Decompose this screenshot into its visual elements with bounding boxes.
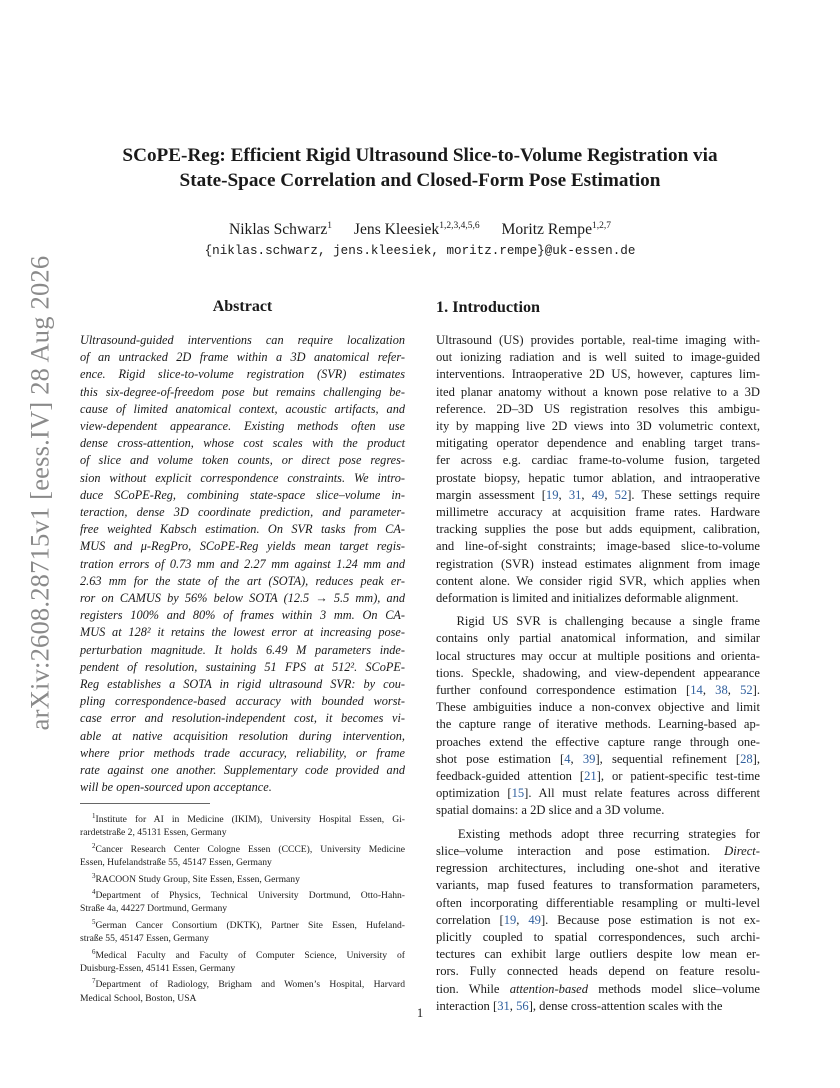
abstract-line: this six-degree-of-freedom pose but remains challenging be- <box>80 384 405 399</box>
abstract-line: Reg establishes a SOTA in rigid ultrasound SVR: by cou- <box>80 677 405 692</box>
affiliation-footnotes <box>80 810 405 1005</box>
paragraph-line: rors. Fully connected heads depend on feature resolu- <box>436 964 760 979</box>
abstract-line: MUS at 128² it retains the lowest error at increasing pose- <box>80 625 405 640</box>
paragraph-line: further confound correspondence estimation [14, 38, 52]. <box>436 683 760 698</box>
paper-title <box>80 143 760 193</box>
paragraph-line: Rigid US SVR is challenging because a single frame <box>436 614 760 629</box>
abstract-line: MUS and μ-RegPro, SCoPE-Reg yields mean target regis- <box>80 539 405 554</box>
title-line: State-Space Correlation and Closed-Form Pose Estimation <box>179 170 661 191</box>
footnote-line: Duisburg-Essen, 45141 Essen, Germany <box>80 963 236 975</box>
abstract-line: teraction, dense 3D coordinate prediction, and parameter- <box>80 505 405 520</box>
footnote-marker: 7 <box>92 977 96 986</box>
author-name: Moritz Rempe <box>501 221 593 238</box>
paragraph-line: tracking supplies the pose but adds equipment, calibration, <box>436 522 760 537</box>
paragraph-line: shot pose estimation [4, 39], sequential refinement [28], <box>436 751 760 766</box>
footnote-text: German Cancer Consortium (DKTK), Partner Site Essen, Hufeland- <box>95 919 405 931</box>
paragraph-line: deformation is limited and initializes deformable alignment. <box>436 591 739 606</box>
paragraph-line: proaches extend the effective capture range through one- <box>436 734 760 749</box>
footnote-line <box>80 810 405 826</box>
paragraph <box>436 613 760 819</box>
paragraph-line: fer across e.g. cardiac frame-to-volume fusion, targeted <box>436 453 760 468</box>
author <box>229 221 332 238</box>
abstract-line: pling correspondence-based accuracy with bounded worst- <box>80 694 405 709</box>
footnote-text: RACOON Study Group, Site Essen, Essen, Germany <box>95 873 300 885</box>
abstract-line: dense cross-attention, whose cost scales with the product <box>80 436 405 451</box>
abstract-line: 2.63 mm for the state of the art (SOTA), reduces peak er- <box>80 573 405 588</box>
paragraph-line: plicitly coupled to spatial correspondences, such archi- <box>436 929 760 944</box>
paragraph-line: feedback-guided attention [21], or patient-specific test-time <box>436 769 760 784</box>
paragraph-line: often incorporating differentiable resampling or multi-level <box>436 895 760 910</box>
footnote-text: Department of Physics, Technical University Dortmund, Otto-Hahn- <box>95 890 405 902</box>
footnote-item <box>80 886 405 916</box>
paragraph-line: correlation [19, 49]. Because pose estimation is not ex- <box>436 912 761 927</box>
footnote-marker: 2 <box>92 841 96 850</box>
author-emails: {niklas.schwarz, jens.kleesiek, moritz.rempe}@uk-essen.de <box>204 244 636 258</box>
footnote-marker: 6 <box>92 947 96 956</box>
footnote-marker: 5 <box>92 917 96 926</box>
page-number: 1 <box>416 1006 424 1020</box>
footnote-marker: 1 <box>92 812 96 820</box>
paragraph-line: reference. 2D–3D US registration resolves this ambigu- <box>436 401 760 416</box>
introduction-body <box>436 332 760 1015</box>
footnote-item <box>80 810 405 840</box>
abstract-line: rate against one another. Supplementary code provided and <box>80 763 405 778</box>
paragraph-line: contains only partial anatomical information, and similar <box>436 631 760 646</box>
abstract-line: where prior methods trade accuracy, reliability, or frame <box>80 745 405 760</box>
author-name: Jens Kleesiek <box>353 221 440 238</box>
abstract-line: free weighted Kabsch estimation. On SVR tasks from CA- <box>80 522 405 537</box>
paragraph-line: content alone. We consider rigid SVR, which applies when <box>436 573 760 588</box>
paragraph-line: ity by mapping live 2D views into 3D volumetric context, <box>436 419 760 434</box>
paragraph-line: out ionizing radiation and is well suited to image-guided <box>436 350 760 365</box>
footnote-text: Medical Faculty and Faculty of Computer Science, University of <box>95 949 405 961</box>
paragraph-line: tectures can exhibit large outliers despite low mean er- <box>436 947 760 962</box>
author-name: Niklas Schwarz <box>228 221 328 238</box>
paragraph-line: spatial domains: a 2D slice and a 3D volume. <box>436 803 665 818</box>
paragraph-line: registration (SVR) instead estimates alignment from image <box>436 556 760 571</box>
footnote-line: Essen, Hufelandstraße 55, 45147 Essen, Germany <box>80 857 272 869</box>
affiliation-marks: 1,2,3,4,5,6 <box>439 221 480 231</box>
paragraph <box>436 826 760 1015</box>
footnote-line <box>80 946 405 962</box>
paragraph-line: interventions. Intraoperative 2D US, however, captures lim- <box>436 367 760 382</box>
paragraph-line: regression architectures, including one-shot and iterative <box>436 861 760 876</box>
abstract-line: sion without explicit correspondence constraints. We intro- <box>80 470 405 485</box>
footnote-line <box>80 975 405 991</box>
footnote-line <box>80 870 405 886</box>
paragraph-line: local structures may occur at multiple positions and orienta- <box>436 648 760 663</box>
footnote-text: Department of Radiology, Brigham and Women’s Hospital, Harvard <box>95 979 405 991</box>
abstract-line: able at native acquisition resolution during intervention, <box>80 728 405 743</box>
abstract-line: duce SCoPE-Reg, combining state-space slice–volume in- <box>80 487 405 502</box>
abstract-body <box>80 332 405 796</box>
footnote-line <box>80 916 405 932</box>
paragraph-line: ited planar anatomy without a known pose relative to a 3D <box>436 384 760 399</box>
author <box>502 221 612 238</box>
abstract-line: view-dependent appearance. Existing methods often use <box>80 419 405 434</box>
footnote-item <box>80 916 405 946</box>
footnote-item <box>80 870 405 886</box>
footnote-item <box>80 975 405 1005</box>
arxiv-identifier: arXiv:2608.28715v1 [eess.IV] 28 Aug 2026 <box>24 255 55 731</box>
paragraph-line: variants, map fused features to transformation parameters, <box>436 878 760 893</box>
footnote-line <box>80 840 405 856</box>
arxiv-stamp <box>14 255 66 731</box>
abstract-heading: Abstract <box>212 298 273 315</box>
abstract-line: of slice and volume token counts, or direct pose regres- <box>80 453 405 468</box>
paragraph-line: and line-of-sight constraints; image-based slice-to-volume <box>436 539 760 554</box>
title-line: SCoPE-Reg: Efficient Rigid Ultrasound Slice-to-Volume Registration via <box>122 145 718 166</box>
abstract-line: will be open-sourced upon acceptance. <box>80 780 272 795</box>
paragraph-line: These ambiguities induce a non-convex objective and limit <box>436 700 760 715</box>
paragraph-line: Existing methods adopt three recurring strategies for <box>436 826 760 841</box>
paragraph-line: tion. While attention-based methods model slice–volume <box>436 981 760 996</box>
abstract-line: tration errors of 0.73 mm and 2.27 mm against 1.24 mm and <box>80 556 405 571</box>
paragraph-line: margin assessment [19, 31, 49, 52]. These settings require <box>436 487 761 502</box>
footnote-item <box>80 946 405 976</box>
footnote-text: Institute for AI in Medicine (IKIM), University Hospital Essen, Gi- <box>95 814 405 825</box>
affiliation-marks: 1,2,7 <box>592 221 612 231</box>
abstract-line: case error and resolution-independent cost, it becomes vi- <box>80 711 405 726</box>
footnote-line <box>80 886 405 902</box>
paragraph-line: optimization [15]. All must relate features across different <box>436 786 760 801</box>
paragraph-line: mitigating operator dependence and enabling target trans- <box>436 436 760 451</box>
footnote-rule <box>80 803 210 804</box>
abstract-line: perturbation magnitude. It holds 6.49 M parameters inde- <box>80 642 405 657</box>
author-list <box>80 221 760 239</box>
footnote-line: straße 55, 45147 Essen, Germany <box>80 933 209 945</box>
abstract-line: cause of limited anatomical context, acoustic artifacts, and <box>80 401 405 416</box>
footnote-line: Medical School, Boston, USA <box>80 992 197 1004</box>
paragraph-line: millimetre accuracy at acquisition frame rates. Hardware <box>436 505 760 520</box>
abstract-line: of an untracked 2D frame within a 3D anatomical refer- <box>80 350 405 365</box>
footnote-line: rardetstraße 2, 45131 Essen, Germany <box>80 827 227 839</box>
paragraph-line: the capture range of iterative methods. Learning-based ap- <box>436 717 760 732</box>
paragraph <box>436 332 760 607</box>
paragraph-line: Ultrasound (US) provides portable, real-time imaging with- <box>436 333 760 347</box>
footnote-item <box>80 840 405 870</box>
footnote-text: Cancer Research Center Cologne Essen (CCCE), University Medicine <box>95 843 405 855</box>
paragraph-line: interaction [31, 56], dense cross-attention scales with the <box>436 998 723 1013</box>
abstract-line: Ultrasound-guided interventions can require localization <box>80 333 405 347</box>
abstract-line: ence. Rigid slice-to-volume registration (SVR) estimates <box>80 367 405 382</box>
paragraph-line: prostate biopsy, hepatic tumor ablation, and intraoperative <box>436 470 760 485</box>
abstract-line: ror on CAMUS by 56% below SOTA (12.5 → 5.5 mm), and <box>80 591 405 606</box>
affiliation-marks: 1 <box>327 221 333 231</box>
section-heading-introduction: 1. Introduction <box>436 298 541 316</box>
paragraph-line: slice–volume interaction and pose estimation. Direct- <box>436 843 760 858</box>
paragraph-line: tions. Speckle, shadowing, and view-dependent appearance <box>436 665 760 680</box>
footnote-marker: 3 <box>92 871 96 880</box>
footnote-line: Straße 4a, 44227 Dortmund, Germany <box>80 903 228 915</box>
abstract-line: pendent of resolution, sustaining 51 FPS at 512². SCoPE- <box>80 659 405 674</box>
footnote-marker: 4 <box>92 888 96 897</box>
author <box>354 221 480 238</box>
abstract-line: registers 100% and 80% of frames within 3 mm. On CA- <box>80 608 405 623</box>
